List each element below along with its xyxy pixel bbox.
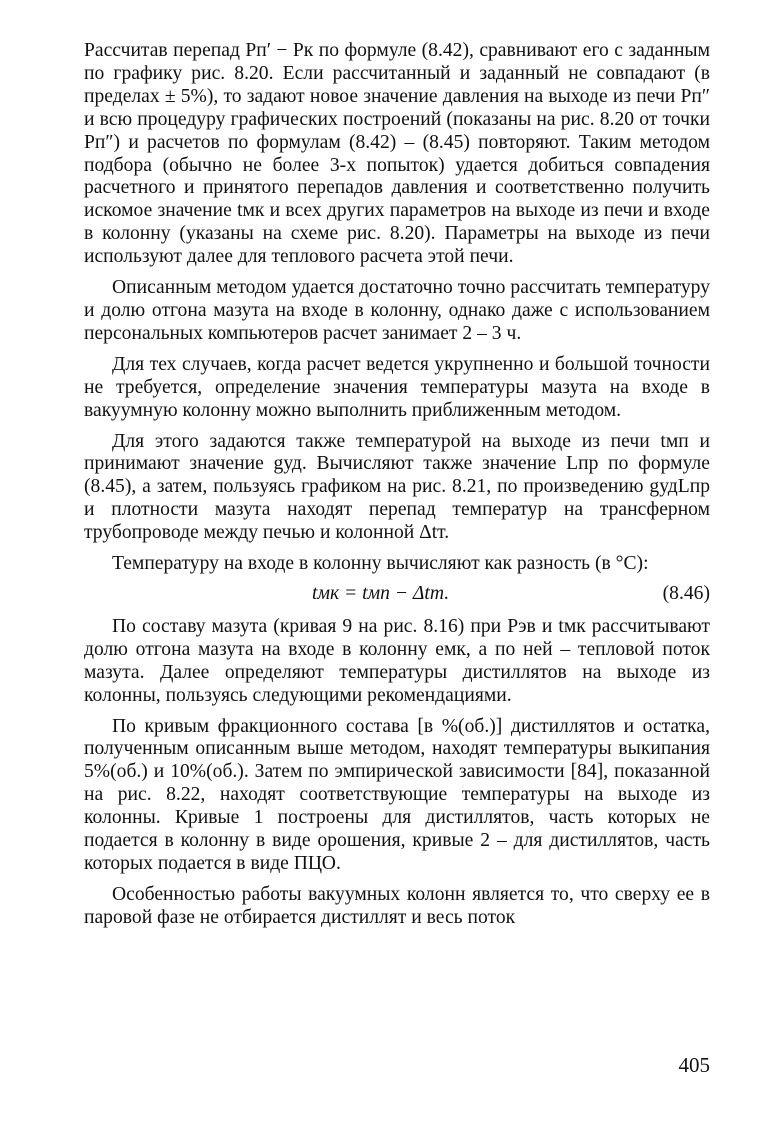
paragraph-4: Для этого задаются также температурой на выходе из печи tмп и принимают значение gуд. Вычисляют также значение Lпр по формуле (8.45), а затем, пользуясь графиком на рис. 8.21, по произведению gудLпр и плотности мазута находят перепад температур на трансферном трубопроводе между печью и колонной Δtт.: [84, 430, 710, 544]
paragraph-2: Описанным методом удается достаточно точно рассчитать температуру и долю отгона мазута на входе в колонну, однако даже с использованием персональных компьютеров расчет занимает 2 – 3 ч.: [84, 277, 710, 344]
paragraph-5: Температуру на входе в колонну вычисляют как разность (в °С):: [112, 553, 649, 575]
page-body: [84, 40, 710, 930]
paragraph-7: По кривым фракционного состава [в %(об.)] дистиллятов и остатка, полученным описанным выше методом, находят температуры выкипания 5%(об.) и 10%(об.). Затем по эмпирической зависимости [84], показанной на рис. 8.22, находят соответствующие температуры на выходе из колонны. Кривые 1 построены для дистиллятов, часть которых не подается в колонну в виде орошения, кривые 2 – для дистиллятов, часть которых подается в виде ПЦО.: [84, 715, 710, 874]
paragraph-1: Рассчитав перепад Pп′ − Pк по формуле (8.42), сравнивают его с заданным по графику рис. 8.20. Если рассчитанный и заданный не совпадают (в пределах ± 5%), то задают новое значение давления на выходе из печи Pп″ и всю процедуру графических построений (показаны на рис. 8.20 от точки Pп″) и расчетов по формулам (8.42) – (8.45) повторяют. Таким методом подбора (обычно не более 3-х попыток) удается добиться совпадения расчетного и принятого перепадов давления и соответственно получить искомое значение tмк и всех других параметров на выходе из печи и входе в колонну (указаны на схеме рис. 8.20). Параметры на выходе из печи используют далее для теплового расчета этой печи.: [84, 40, 710, 268]
paragraph-3: Для тех случаев, когда расчет ведется укрупненно и большой точности не требуется, определение значения температуры мазута на входе в вакуумную колонну можно выполнить приближенным методом.: [84, 353, 710, 421]
formula-number: (8.46): [662, 582, 710, 604]
formula-8-46: [84, 580, 710, 610]
paragraph-6: По составу мазута (кривая 9 на рис. 8.16) при Pэв и tмк рассчитывают долю отгона мазута на входе в колонну eмк, а по ней – тепловой поток мазута. Далее определяют температуры дистиллятов на выходе из колонны, пользуясь следующими рекомендациями.: [84, 615, 710, 706]
paragraph-8: Особенностью работы вакуумных колонн является то, что сверху ее в паровой фазе не отбирается дистиллят и весь поток: [84, 883, 710, 928]
page-number: 405: [678, 1053, 710, 1077]
formula-text: tмк = tмп − Δtт.: [312, 582, 450, 604]
